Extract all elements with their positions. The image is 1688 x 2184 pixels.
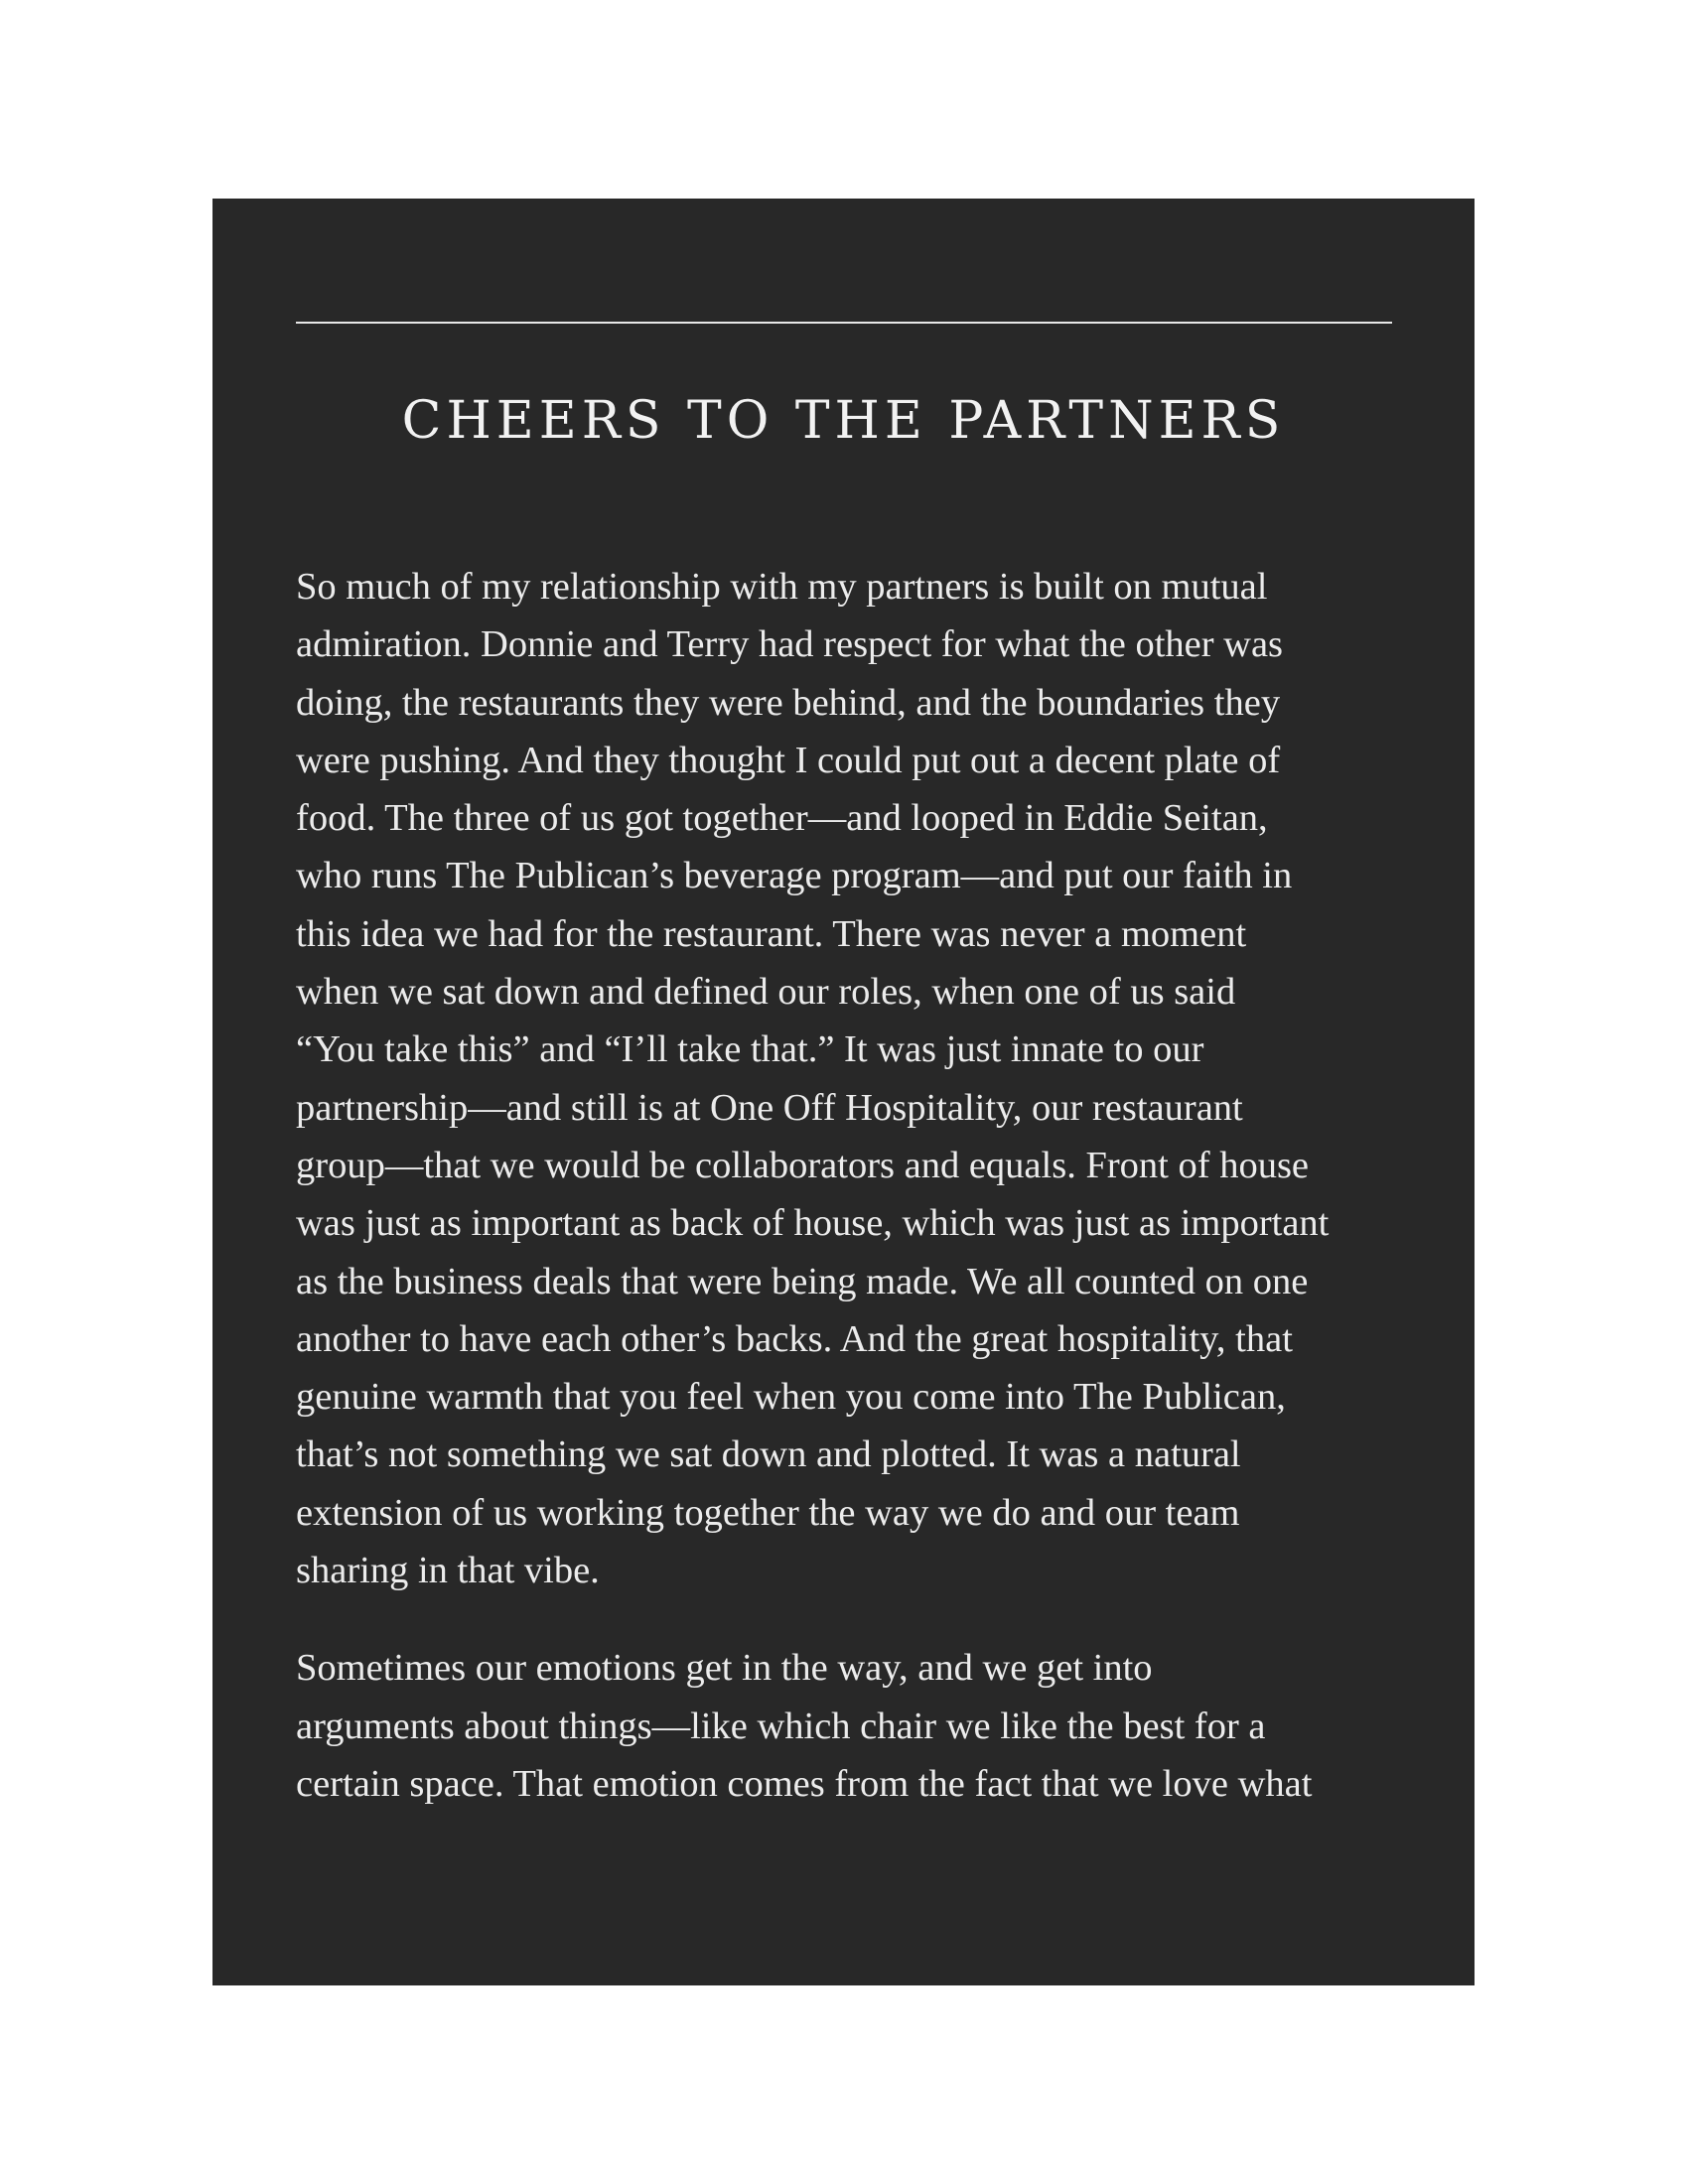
text-line: extension of us working together the way we do and our team [296,1491,1240,1534]
paragraph-2 [296,1639,1408,1813]
text-line: this idea we had for the restaurant. There was never a moment [296,912,1247,955]
text-line: as the business deals that were being made. We all counted on one [296,1260,1309,1302]
text-line: doing, the restaurants they were behind, and the boundaries they [296,681,1281,724]
text-line: were pushing. And they thought I could put out a decent plate of [296,739,1281,781]
text-line: group—that we would be collaborators and equals. Front of house [296,1144,1310,1186]
section-title: CHEERS TO THE PARTNERS [401,391,1286,451]
text-line: So much of my relationship with my partners is built on mutual [296,566,1268,608]
text-line: Sometimes our emotions get in the way, and we get into [296,1647,1153,1690]
text-line: partnership—and still is at One Off Hospitality, our restaurant [296,1086,1243,1129]
text-line: sharing in that vibe. [296,1550,600,1592]
text-line: that’s not something we sat down and plotted. It was a natural [296,1433,1241,1476]
paragraph-1 [296,558,1408,1599]
text-line: food. The three of us got together—and looped in Eddie Seitan, [296,797,1268,840]
top-divider [296,322,1392,324]
text-line: admiration. Donnie and Terry had respect for what the other was [296,623,1284,666]
text-panel [212,199,1475,1985]
text-line: certain space. That emotion comes from the fact that we love what [296,1762,1313,1805]
text-line: who runs The Publican’s beverage program—and put our faith in [296,855,1293,897]
text-line: arguments about things—like which chair we like the best for a [296,1705,1266,1747]
text-line: genuine warmth that you feel when you come into The Publican, [296,1376,1286,1419]
text-line: was just as important as back of house, which was just as important [296,1202,1330,1245]
text-line: “You take this” and “I’ll take that.” It was just innate to our [296,1028,1204,1071]
text-line: when we sat down and defined our roles, when one of us said [296,971,1236,1014]
body-text [296,558,1408,1813]
text-line: another to have each other’s backs. And the great hospitality, that [296,1317,1293,1360]
